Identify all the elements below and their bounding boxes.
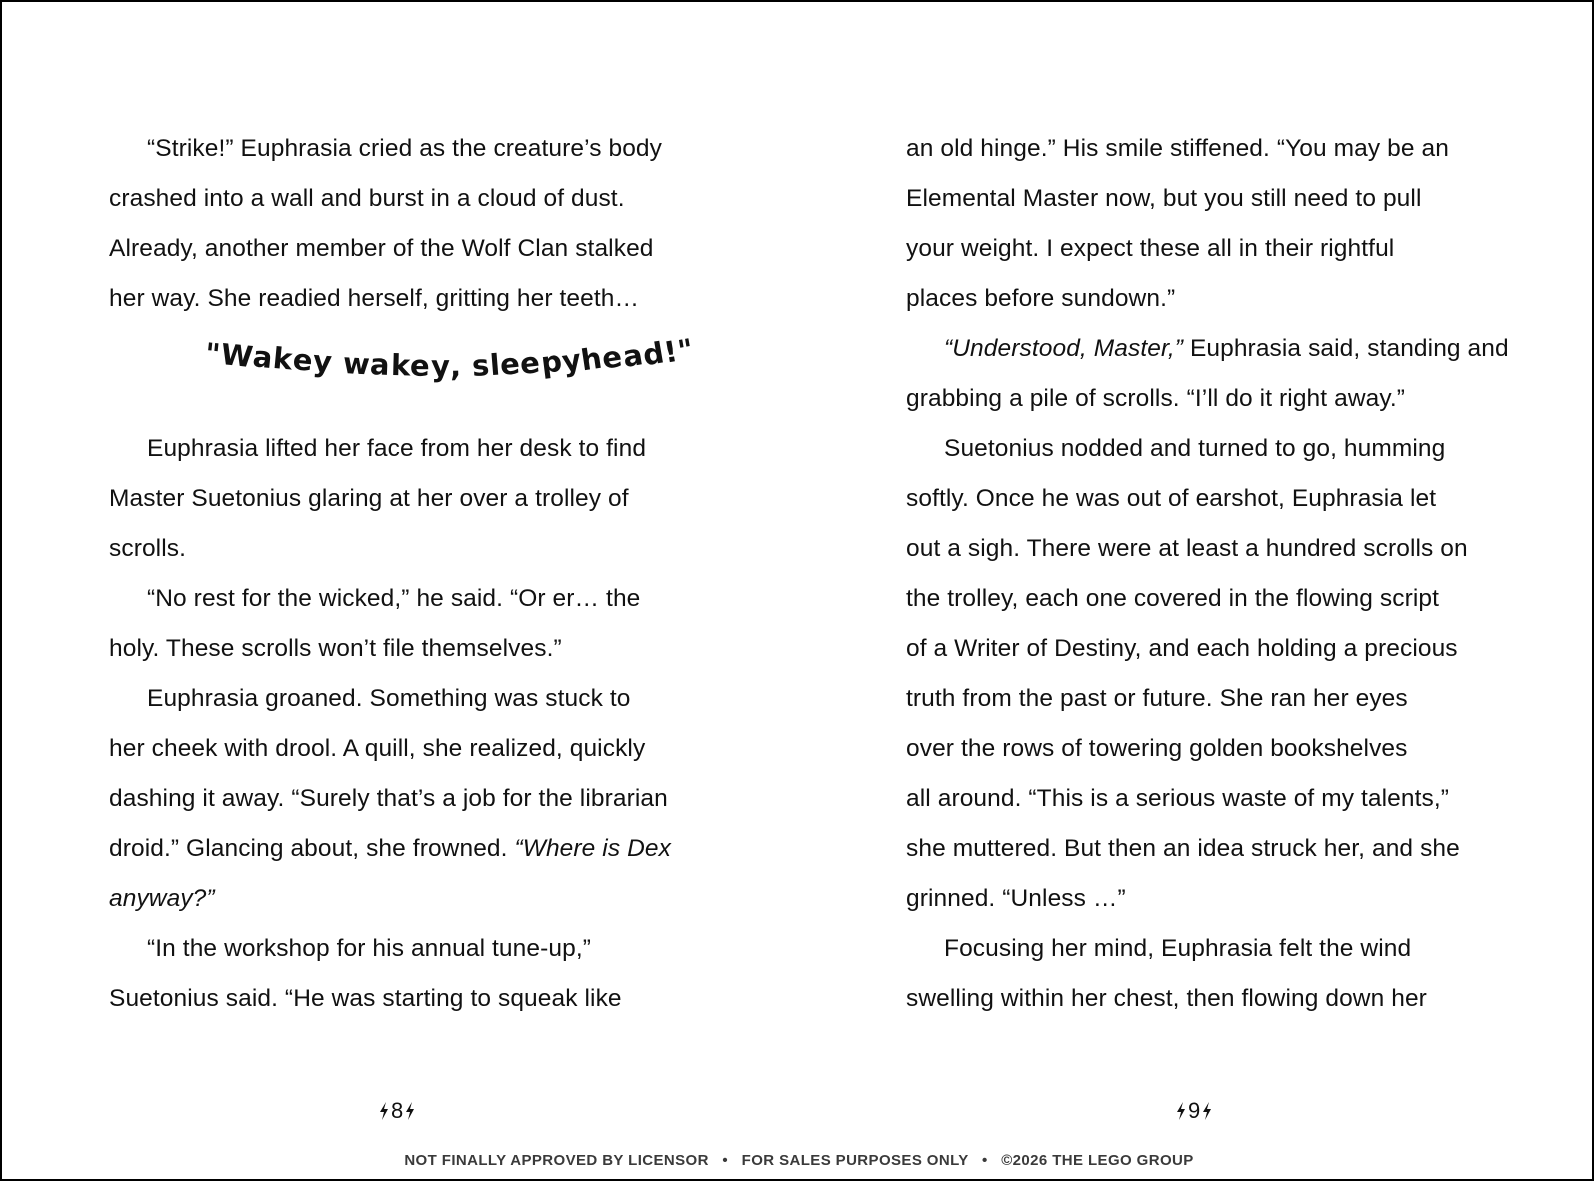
text-line: crashed into a wall and burst in a cloud of dust.: [109, 185, 625, 212]
text-line: grinned. “Unless …”: [906, 885, 1126, 912]
lightning-bolt-icon: [405, 1102, 415, 1120]
text-line: “In the workshop for his annual tune-up,”: [147, 935, 591, 962]
callout-letter: e: [518, 345, 543, 382]
text-line: “Strike!” Euphrasia cried as the creature’s body: [147, 135, 663, 162]
text-line: dashing it away. “Surely that’s a job for the librarian: [109, 785, 668, 812]
lightning-bolt-icon: [1202, 1102, 1212, 1120]
text-line: scrolls.: [109, 535, 187, 562]
text-line: Focusing her mind, Euphrasia felt the wind: [944, 935, 1412, 962]
text-plain: Euphrasia said, standing and: [1183, 335, 1509, 362]
lightning-bolt-icon: [379, 1102, 389, 1120]
text-line: Already, another member of the Wolf Clan stalked: [109, 235, 654, 262]
text-line: her cheek with drool. A quill, she realized, quickly: [109, 735, 646, 762]
text-line: grabbing a pile of scrolls. “I’ll do it right away.”: [906, 385, 1406, 412]
text-line: she muttered. But then an idea struck her, and she: [906, 835, 1460, 862]
callout-letter: e: [498, 346, 523, 382]
footer-licensor-note: NOT FINALLY APPROVED BY LICENSOR: [404, 1152, 709, 1169]
text-line: an old hinge.” His smile stiffened. “You may be an: [906, 135, 1449, 162]
callout-letter: ": [203, 336, 223, 372]
text-line: Suetonius nodded and turned to go, humming: [944, 435, 1446, 462]
text-line: Euphrasia lifted her face from her desk to find: [147, 435, 647, 462]
callout-letter: e: [291, 342, 315, 378]
callout-letter: W: [218, 337, 255, 375]
text-line: holy. These scrolls won’t file themselves.”: [109, 635, 562, 662]
text-italic: “Where is Dex: [514, 835, 671, 862]
text-line: softly. Once he was out of earshot, Euphrasia let: [906, 485, 1437, 512]
text-line: [906, 334, 1509, 364]
callout-letter: a: [251, 339, 275, 376]
callout-letter: w: [342, 345, 372, 382]
page-number: 9: [1188, 1098, 1201, 1123]
callout-letter: y: [559, 342, 584, 379]
text-line: the trolley, each one covered in the flowing script: [906, 585, 1440, 612]
callout-letter: d: [639, 335, 667, 373]
callout-letter: k: [271, 340, 295, 377]
callout-letter: l: [488, 347, 502, 383]
text-plain: droid.” Glancing about, she frowned.: [109, 835, 515, 862]
callout-letter: ,: [449, 348, 462, 384]
callout-letter: ": [674, 331, 697, 369]
callout-letter: a: [369, 347, 392, 382]
callout-letter: s: [471, 347, 491, 384]
text-italic: anyway?”: [109, 885, 215, 912]
text-line: [109, 834, 671, 864]
footer-separator: •: [722, 1152, 729, 1169]
wakey-callout-display-text: [203, 331, 697, 384]
callout-letter: y: [311, 343, 334, 380]
page-number-right: [1176, 1098, 1212, 1124]
text-line: Suetonius said. “He was starting to squeak like: [109, 985, 622, 1012]
callout-letter: a: [619, 337, 646, 375]
text-line: places before sundown.”: [906, 285, 1176, 312]
footer-separator: •: [982, 1152, 988, 1169]
callout-letter: h: [578, 340, 605, 378]
callout-letter: y: [430, 348, 451, 384]
text-line: Euphrasia groaned. Something was stuck to: [147, 685, 631, 712]
text-italic: “Understood, Master,”: [944, 335, 1184, 362]
text-line: swelling within her chest, then flowing down her: [906, 985, 1427, 1012]
text-line: out a sigh. There were at least a hundred scrolls on: [906, 535, 1468, 562]
lightning-bolt-icon: [1176, 1102, 1186, 1120]
text-line: your weight. I expect these all in their rightful: [906, 235, 1395, 262]
text-line: Master Suetonius glaring at her over a trolley of: [109, 485, 629, 512]
right-page: [906, 2, 1509, 1183]
text-line: [109, 884, 215, 914]
page-number-left: [379, 1098, 415, 1124]
callout-letter: e: [599, 339, 626, 376]
callout-letter: k: [390, 347, 411, 383]
text-line: her way. She readied herself, gritting her teeth…: [109, 285, 640, 312]
callout-letter: p: [538, 343, 564, 381]
callout-text: [203, 331, 697, 384]
text-line: Elemental Master now, but you still need to pull: [906, 185, 1422, 212]
callout-letter: !: [661, 333, 681, 370]
page-number: 8: [391, 1098, 404, 1123]
text-line: of a Writer of Destiny, and each holding a precious: [906, 635, 1458, 662]
callout-letter: e: [410, 348, 431, 383]
text-line: all around. “This is a serious waste of my talents,”: [906, 785, 1450, 812]
text-line: truth from the past or future. She ran her eyes: [906, 685, 1408, 712]
footer-sales-note: FOR SALES PURPOSES ONLY: [741, 1152, 969, 1169]
text-line: over the rows of towering golden bookshelves: [906, 735, 1408, 762]
legal-footer: [2, 1152, 1594, 1169]
text-line: “No rest for the wicked,” he said. “Or er… the: [147, 585, 641, 612]
footer-copyright: ©2026 THE LEGO GROUP: [1001, 1152, 1194, 1169]
left-page: [109, 2, 697, 1183]
